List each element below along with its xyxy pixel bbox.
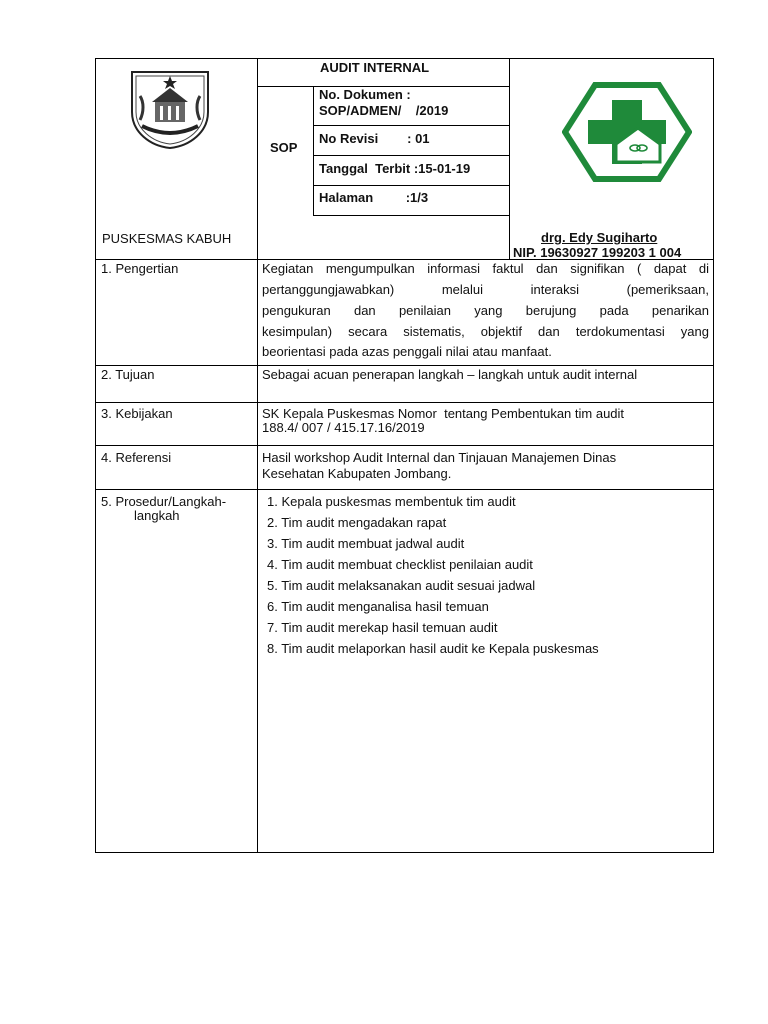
table-bottom-border — [95, 852, 714, 853]
pengertian-line-1: Kegiatan mengumpulkan informasi faktul dan signifikan ( dapat di — [262, 261, 709, 276]
column-divider — [257, 58, 258, 853]
tujuan-text: Sebagai acuan penerapan langkah – langkah untuk audit internal — [262, 367, 638, 382]
header-row-line-3 — [313, 185, 510, 186]
header-row-line-4 — [313, 215, 510, 216]
header-sop-divider — [313, 86, 314, 216]
table-right-border — [713, 58, 714, 853]
signer-nip: NIP. 19630927 199203 1 004 — [513, 245, 682, 260]
referensi-line-1: Hasil workshop Audit Internal dan Tinjauan Manajemen Dinas — [262, 450, 617, 465]
procedure-step: 4. Tim audit membuat checklist penilaian audit — [267, 557, 533, 572]
table-top-border — [95, 58, 714, 59]
section-label-tujuan: 2. Tujuan — [101, 367, 155, 382]
page-number: Halaman :1/3 — [319, 190, 429, 205]
puskesmas-cross-logo-icon — [562, 82, 692, 182]
doc-number-label: No. Dokumen : — [319, 87, 411, 102]
pengertian-line-2: pertanggungjawabkan) melalui interaksi (pemeriksaan, — [262, 282, 709, 297]
org-name: PUSKESMAS KABUH — [102, 231, 232, 246]
issue-date: Tanggal Terbit :15-01-19 — [319, 161, 471, 176]
table-left-border — [95, 58, 96, 853]
regional-emblem-icon — [122, 66, 218, 150]
pengertian-line-5: beorientasi pada azas penggali nilai atau manfaat. — [262, 344, 552, 359]
header-row-line-1 — [313, 125, 510, 126]
procedure-step: 1. Kepala puskesmas membentuk tim audit — [267, 494, 516, 509]
row-line-pengertian — [95, 365, 714, 366]
pengertian-line-4: kesimpulan) secara sistematis, objektif dan terdokumentasi yang — [262, 324, 709, 339]
row-line-tujuan — [95, 402, 714, 403]
revision-number: No Revisi : 01 — [319, 131, 430, 146]
row-line-kebijakan — [95, 445, 714, 446]
row-line-referensi — [95, 489, 714, 490]
pengertian-line-3: pengukuran dan penilaian yang berujung pada penarikan — [262, 303, 709, 318]
signer-name: drg. Edy Sugiharto — [541, 230, 658, 245]
header-row-line-2 — [313, 155, 510, 156]
sop-label: SOP — [270, 140, 298, 155]
procedure-step: 6. Tim audit menganalisa hasil temuan — [267, 599, 489, 614]
procedure-step: 7. Tim audit merekap hasil temuan audit — [267, 620, 498, 635]
section-label-prosedur-cont: langkah — [134, 508, 180, 523]
section-label-prosedur: 5. Prosedur/Langkah- — [101, 494, 227, 509]
referensi-line-2: Kesehatan Kabupaten Jombang. — [262, 466, 452, 481]
section-label-kebijakan: 3. Kebijakan — [101, 406, 173, 421]
kebijakan-line-2: 188.4/ 007 / 415.17.16/2019 — [262, 420, 425, 435]
procedure-step: 2. Tim audit mengadakan rapat — [267, 515, 447, 530]
procedure-step: 8. Tim audit melaporkan hasil audit ke Kepala puskesmas — [267, 641, 599, 656]
doc-number-value: SOP/ADMEN/ /2019 — [319, 103, 449, 118]
document-title: AUDIT INTERNAL — [320, 60, 430, 75]
section-label-referensi: 4. Referensi — [101, 450, 172, 465]
procedure-step: 5. Tim audit melaksanakan audit sesuai jadwal — [267, 578, 536, 593]
section-label-pengertian: 1. Pengertian — [101, 261, 179, 276]
procedure-step: 3. Tim audit membuat jadwal audit — [267, 536, 465, 551]
header-middle-right-border — [509, 58, 510, 260]
kebijakan-line-1: SK Kepala Puskesmas Nomor tentang Pembentukan tim audit — [262, 406, 625, 421]
